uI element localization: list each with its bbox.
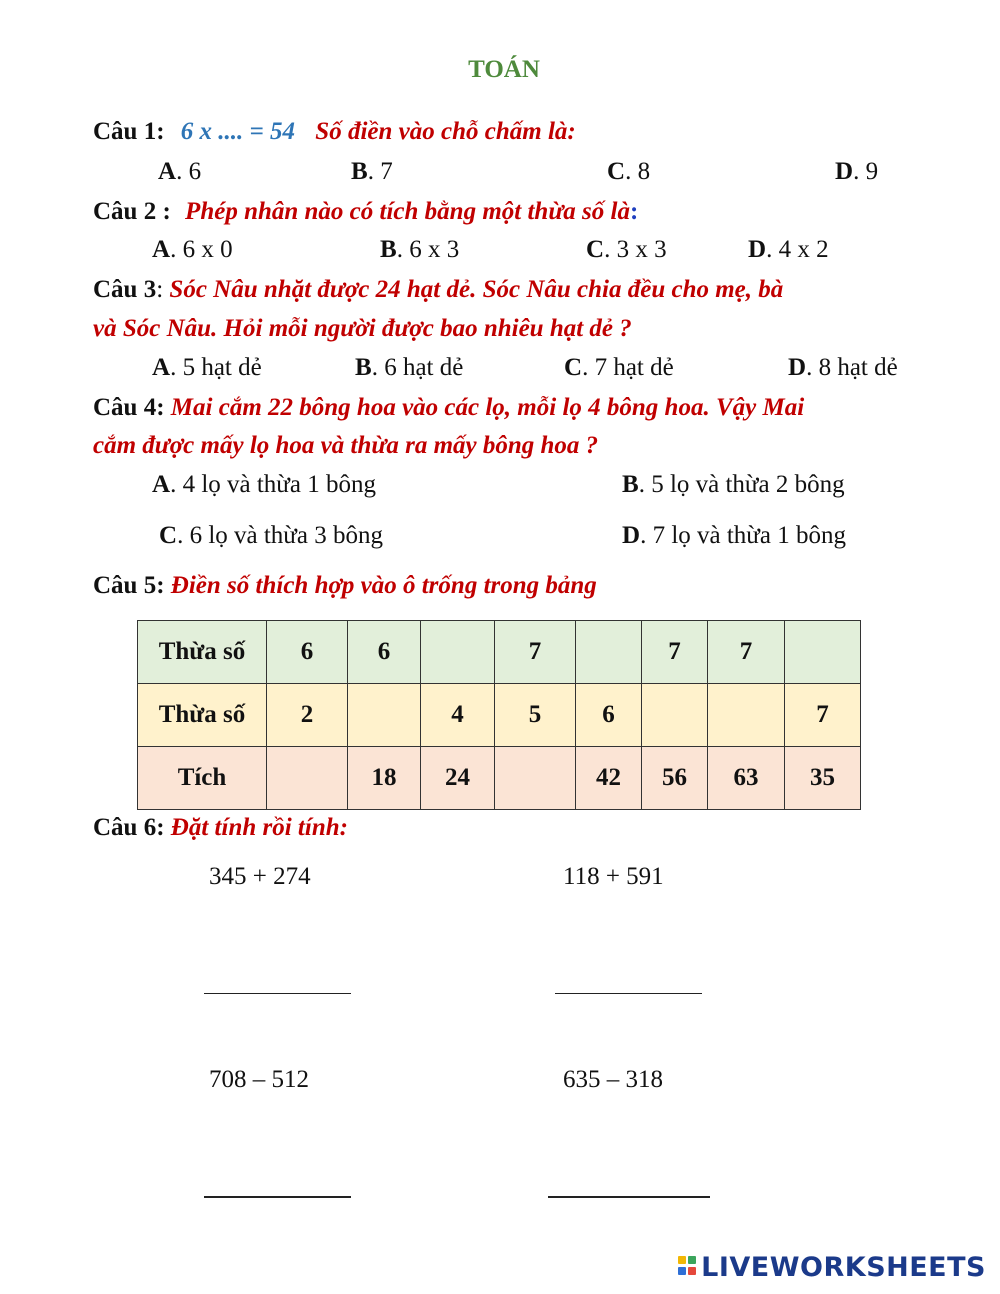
- question-5-label: Câu 5:: [93, 572, 165, 599]
- table-row-factor-1: [138, 621, 861, 684]
- calc-expression-2: 118 + 591: [563, 863, 664, 890]
- question-2-colon: :: [629, 198, 639, 225]
- blank-cell[interactable]: [708, 684, 785, 747]
- answer-line-1[interactable]: [204, 993, 351, 994]
- table-cell: 35: [785, 747, 861, 810]
- question-2-text: Phép nhân nào có tích bằng một thừa số là: [185, 198, 630, 225]
- table-cell: 7: [495, 621, 576, 684]
- calc-expression-3: 708 – 512: [209, 1066, 309, 1093]
- blank-cell[interactable]: [421, 621, 495, 684]
- table-cell: 6: [267, 621, 348, 684]
- q3-option-c[interactable]: C. 7 hạt dẻ: [564, 354, 674, 381]
- blank-cell[interactable]: [495, 747, 576, 810]
- liveworksheets-logo: [678, 1252, 986, 1283]
- table-cell: 7: [642, 621, 708, 684]
- q2-option-b[interactable]: B. 6 x 3: [380, 236, 460, 263]
- q4-option-b[interactable]: B. 5 lọ và thừa 2 bông: [622, 471, 845, 498]
- question-4: [93, 394, 804, 422]
- table-cell: 63: [708, 747, 785, 810]
- blank-cell[interactable]: [348, 684, 421, 747]
- row-header: Tích: [138, 747, 267, 810]
- multiplication-table: [137, 620, 861, 810]
- question-3-line1: Sóc Nâu nhặt được 24 hạt dẻ. Sóc Nâu chia đều cho mẹ, bà: [169, 276, 784, 303]
- q4-option-a[interactable]: A. 4 lọ và thừa 1 bông: [152, 471, 376, 498]
- q1-option-c[interactable]: C. 8: [607, 158, 651, 185]
- question-1-expression: 6 x .... = 54: [180, 118, 296, 145]
- answer-line-4[interactable]: [548, 1196, 710, 1198]
- table-cell: 18: [348, 747, 421, 810]
- question-1: [93, 118, 576, 146]
- q4-option-d[interactable]: D. 7 lọ và thừa 1 bông: [622, 522, 846, 549]
- logo-text: LIVEWORKSHEETS: [701, 1252, 986, 1283]
- question-2-label: Câu 2 :: [93, 198, 171, 225]
- q3-option-b[interactable]: B. 6 hạt dẻ: [355, 354, 464, 381]
- blank-cell[interactable]: [642, 684, 708, 747]
- table-cell: 7: [785, 684, 861, 747]
- question-3-label: Câu 3: [93, 276, 157, 303]
- q2-option-c[interactable]: C. 3 x 3: [586, 236, 667, 263]
- row-header: Thừa số: [138, 684, 267, 747]
- table-cell: 2: [267, 684, 348, 747]
- table-cell: 24: [421, 747, 495, 810]
- q2-option-a[interactable]: A. 6 x 0: [152, 236, 233, 263]
- q4-option-c[interactable]: C. 6 lọ và thừa 3 bông: [159, 522, 383, 549]
- calc-expression-4: 635 – 318: [563, 1066, 663, 1093]
- question-4-line2: cắm được mấy lọ hoa và thừa ra mấy bông hoa ?: [93, 432, 599, 459]
- table-cell: 6: [576, 684, 642, 747]
- table-cell: 42: [576, 747, 642, 810]
- calc-expression-1: 345 + 274: [209, 863, 311, 890]
- q3-option-d[interactable]: D. 8 hạt dẻ: [788, 354, 898, 381]
- q3-option-a[interactable]: A. 5 hạt dẻ: [152, 354, 262, 381]
- question-2: [93, 198, 638, 226]
- table-cell: 5: [495, 684, 576, 747]
- question-5-text: Điền số thích hợp vào ô trống trong bảng: [170, 572, 597, 599]
- question-1-label: Câu 1:: [93, 118, 165, 145]
- blank-cell[interactable]: [267, 747, 348, 810]
- page-title: TOÁN: [468, 56, 540, 83]
- answer-line-2[interactable]: [555, 993, 702, 994]
- q1-option-a[interactable]: A. 6: [158, 158, 202, 185]
- question-4-label: Câu 4:: [93, 394, 165, 421]
- q2-option-d[interactable]: D. 4 x 2: [748, 236, 829, 263]
- question-6-label: Câu 6:: [93, 814, 165, 841]
- row-header: Thừa số: [138, 621, 267, 684]
- q1-option-d[interactable]: D. 9: [835, 158, 879, 185]
- question-3: Câu 3: Sóc Nâu nhặt được 24 hạt dẻ. Sóc Nâu chia đều cho mẹ, bà: [93, 276, 784, 303]
- question-6-text: Đặt tính rồi tính:: [170, 814, 348, 841]
- blank-cell[interactable]: [576, 621, 642, 684]
- table-cell: 56: [642, 747, 708, 810]
- logo-icon: [678, 1256, 698, 1278]
- table-cell: 7: [708, 621, 785, 684]
- blank-cell[interactable]: [785, 621, 861, 684]
- table-row-product: [138, 747, 861, 810]
- table-row-factor-2: [138, 684, 861, 747]
- question-3-line2: và Sóc Nâu. Hỏi mỗi người được bao nhiêu hạt dẻ ?: [93, 315, 632, 342]
- question-6: [93, 814, 348, 842]
- answer-line-3[interactable]: [204, 1196, 351, 1198]
- table-cell: 4: [421, 684, 495, 747]
- question-4-line1: Mai cắm 22 bông hoa vào các lọ, mỗi lọ 4 bông hoa. Vậy Mai: [170, 394, 805, 421]
- question-1-text: Số điền vào chỗ chấm là:: [315, 118, 576, 145]
- table-cell: 6: [348, 621, 421, 684]
- q1-option-b[interactable]: B. 7: [351, 158, 393, 185]
- question-5: [93, 572, 597, 600]
